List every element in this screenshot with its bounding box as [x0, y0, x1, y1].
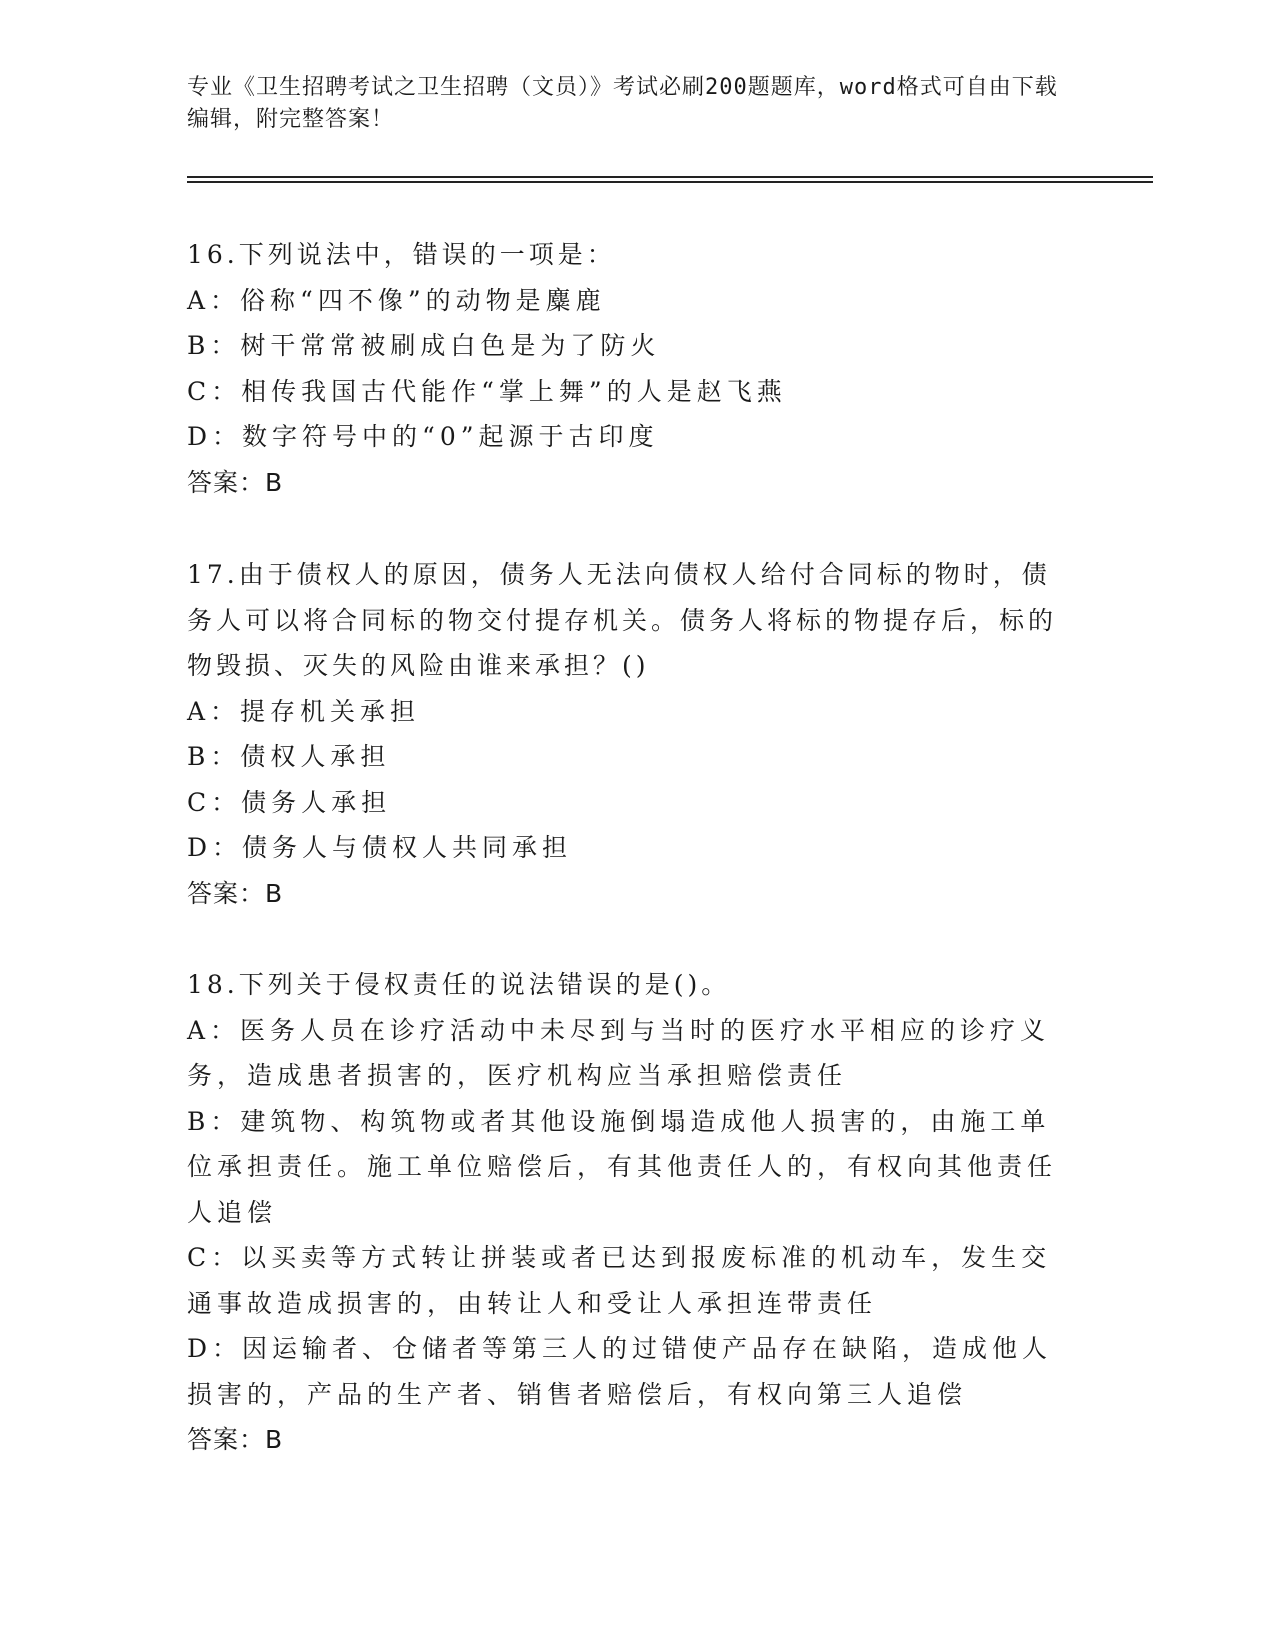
document-intro: 专业《卫生招聘考试之卫生招聘（文员）》考试必刷200题题库，word格式可自由下载编辑，附完整答案！ [187, 75, 1058, 132]
answer-label: 答案：B [187, 878, 284, 908]
option-a: A：提存机关承担 [187, 696, 421, 726]
option-a: A：医务人员在诊疗活动中未尽到与当时的医疗水平相应的诊疗义务，造成患者损害的，医疗机构应当承担赔偿责任 [187, 1015, 1051, 1090]
question-18 [187, 962, 1067, 1463]
option-c: C：以买卖等方式转让拼装或者已达到报废标准的机动车，发生交通事故造成损害的，由转让人和受让人承担连带责任 [187, 1243, 1052, 1318]
question-16 [187, 232, 1067, 505]
option-d: D：债务人与债权人共同承担 [187, 833, 573, 862]
question-title: 17.由于债权人的原因，债务人无法向债权人给付合同标的物时，债务人可以将合同标的物交付提存机关。债务人将标的物提存后，标的物毁损、灭失的风险由谁来承担？() [187, 560, 1058, 680]
option-b: B：建筑物、构筑物或者其他设施倒塌造成他人损害的，由施工单位承担责任。施工单位赔偿后，有其他责任人的，有权向其他责任人追偿 [187, 1106, 1058, 1227]
answer-label: 答案：B [187, 467, 284, 497]
option-c: C：相传我国古代能作“掌上舞”的人是赵飞燕 [187, 376, 787, 406]
question-17 [187, 552, 1067, 916]
header-divider-top [187, 176, 1153, 178]
option-b: B：债权人承担 [187, 742, 391, 771]
question-title: 18.下列关于侵权责任的说法错误的是()。 [187, 970, 731, 999]
option-c: C：债务人承担 [187, 787, 392, 817]
question-title: 16.下列说法中，错误的一项是： [187, 240, 616, 269]
option-d: D：因运输者、仓储者等第三人的过错使产品存在缺陷，造成他人损害的，产品的生产者、销售者赔偿后，有权向第三人追偿 [187, 1334, 1053, 1409]
answer-label: 答案：B [187, 1425, 284, 1454]
option-a: A：俗称“四不像”的动物是麋鹿 [187, 285, 606, 315]
header-divider-bottom [187, 181, 1153, 183]
option-b: B：树干常常被刷成白色是为了防火 [187, 331, 661, 360]
option-d: D：数字符号中的“0”起源于古印度 [187, 422, 659, 451]
